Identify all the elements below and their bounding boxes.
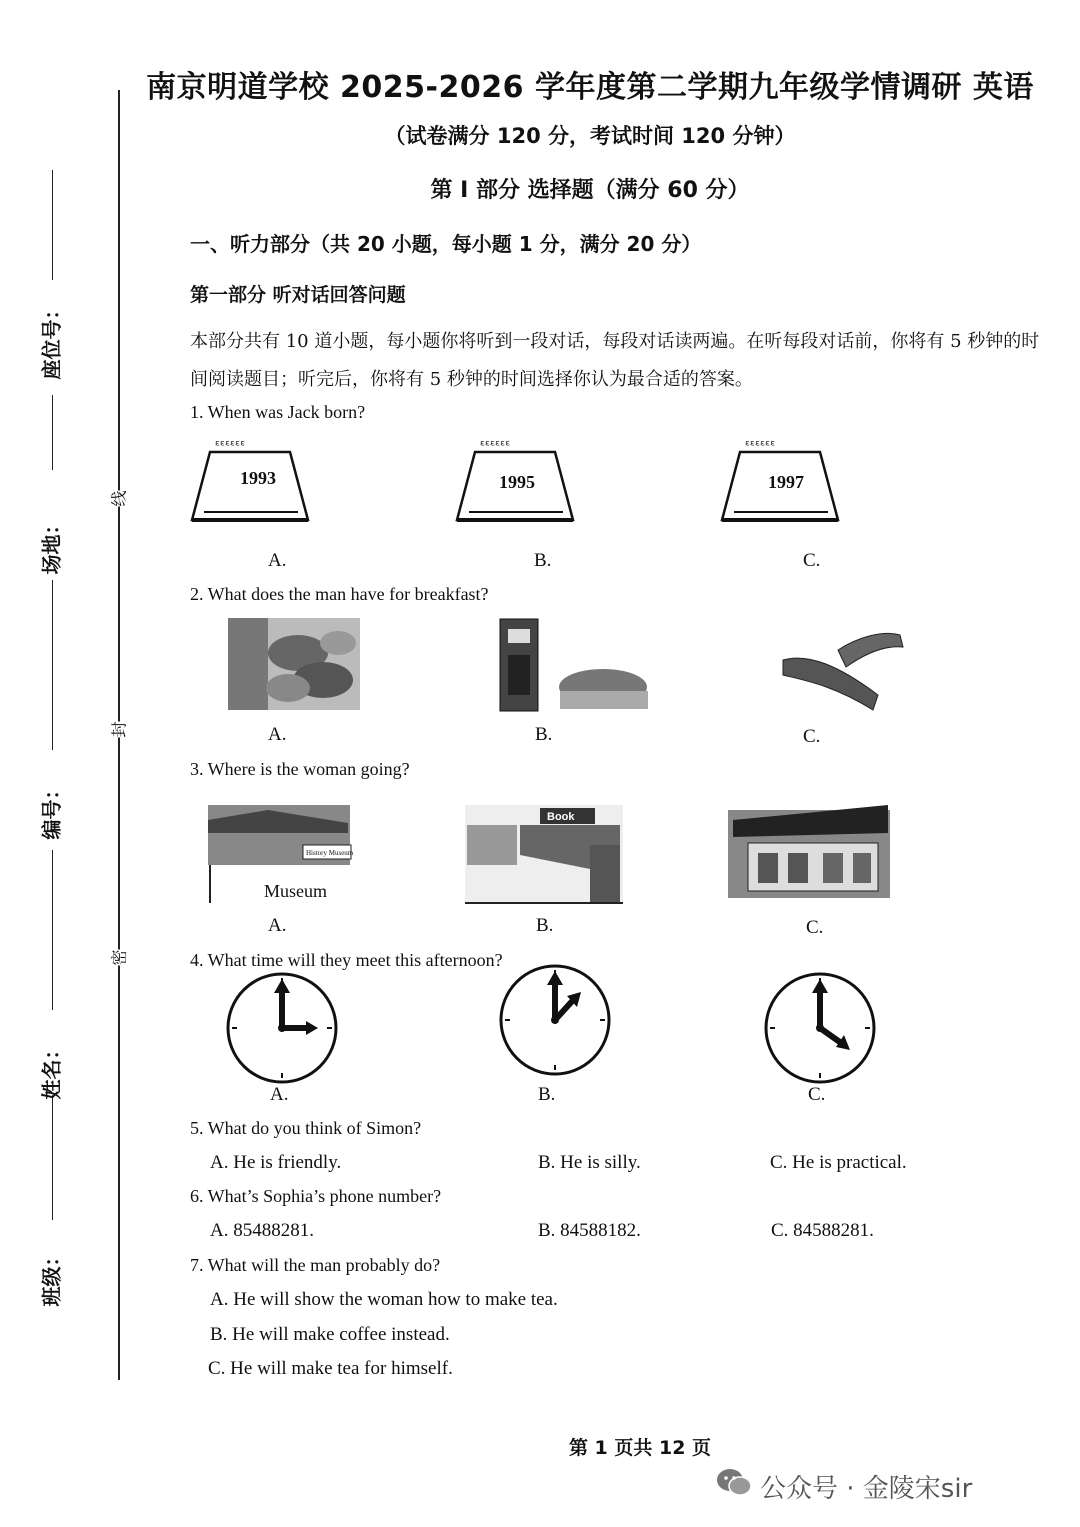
restaurant-image — [728, 795, 893, 900]
q4-option-b[interactable]: B. — [538, 1084, 556, 1105]
svg-text:ᵋᵋᵋᵋᵋᵋ: ᵋᵋᵋᵋᵋᵋ — [215, 438, 246, 454]
calendar-a-image — [190, 440, 315, 530]
q7-option-c[interactable]: C. He will make tea for himself. — [208, 1358, 453, 1379]
q4-option-a[interactable]: A. — [270, 1084, 289, 1105]
page-number: 第 1 页共 12 页 — [568, 1437, 712, 1459]
name-label: 姓名： — [39, 1039, 64, 1100]
clock-a-image — [220, 973, 344, 1083]
museum-sign-text: History Museum — [306, 849, 354, 857]
section-title: 一、听力部分（共 20 小题，每小题 1 分，满分 20 分） — [190, 232, 702, 256]
watermark-text: 公众号 · 金陵宋sir — [760, 1474, 973, 1504]
subsection-title: 第一部分 听对话回答问题 — [190, 284, 406, 306]
bookstore-image — [465, 805, 625, 905]
question-3: 3. Where is the woman going? — [190, 759, 410, 779]
sidebar-field-line — [52, 580, 53, 750]
svg-text:ᵋᵋᵋᵋᵋᵋ: ᵋᵋᵋᵋᵋᵋ — [745, 438, 776, 454]
clock-c-image — [758, 973, 882, 1083]
sidebar-field-line — [52, 850, 53, 1010]
q7-option-b[interactable]: B. He will make coffee instead. — [210, 1324, 450, 1345]
q7-option-a[interactable]: A. He will show the woman how to make tea. — [210, 1289, 558, 1310]
milk-bread-image — [498, 615, 658, 715]
q4-option-c[interactable]: C. — [808, 1084, 826, 1105]
q1-option-a[interactable]: A. — [268, 550, 287, 571]
seal-char-line: 线 — [107, 490, 130, 506]
q1-option-b[interactable]: B. — [534, 550, 552, 571]
class-label: 班级： — [39, 1246, 64, 1307]
q6-option-a[interactable]: A. 85488281. — [210, 1220, 314, 1241]
seal-char-seal: 封 — [107, 721, 130, 737]
sidebar-field-line — [52, 1095, 53, 1220]
year-b-text: 1995 — [499, 472, 535, 492]
question-2: 2. What does the man have for breakfast? — [190, 584, 489, 604]
museum-image — [208, 805, 353, 905]
q2-option-b[interactable]: B. — [535, 724, 553, 745]
wechat-icon — [716, 1466, 752, 1498]
question-6: 6. What’s Sophia’s phone number? — [190, 1186, 442, 1206]
question-1: 1. When was Jack born? — [190, 402, 366, 422]
year-a-text: 1993 — [240, 468, 276, 488]
venue-label: 场地： — [39, 514, 64, 575]
q3-option-a[interactable]: A. — [268, 915, 287, 936]
number-label: 编号： — [39, 779, 64, 840]
q5-option-c[interactable]: C. He is practical. — [770, 1152, 907, 1173]
q6-option-c[interactable]: C. 84588281. — [771, 1220, 874, 1241]
exam-title: 南京明道学校 2025-2026 学年度第二学期九年级学情调研 英语 — [146, 70, 1034, 105]
part-title: 第 I 部分 选择题（满分 60 分） — [430, 178, 750, 203]
instruction-text: 本部分共有 10 道小题，每小题你将听到一段对话，每段对话读两遍。在听每段对话前，你将有 5 秒钟的时间阅读题目；听完后，你将有 5 秒钟的时间选择你认为最合适的答案。 — [190, 331, 1040, 390]
question-7: 7. What will the man probably do? — [190, 1255, 441, 1275]
fried-dough-sticks-image — [778, 625, 908, 715]
exam-subtitle: （试卷满分 120 分，考试时间 120 分钟） — [384, 124, 796, 148]
q5-option-a[interactable]: A. He is friendly. — [210, 1152, 342, 1173]
q3-option-c[interactable]: C. — [806, 917, 824, 938]
q6-option-b[interactable]: B. 84588182. — [538, 1220, 641, 1241]
q2-option-a[interactable]: A. — [268, 724, 287, 745]
sidebar-field-line — [52, 395, 53, 470]
calendar-c-image — [720, 440, 845, 530]
bookstore-sign-text: Book — [547, 811, 575, 823]
seal-char-secret: 密 — [107, 949, 130, 965]
seat-number-label: 座位号： — [39, 299, 64, 380]
question-4: 4. What time will they meet this afternoon? — [190, 950, 503, 970]
question-5: 5. What do you think of Simon? — [190, 1118, 422, 1138]
calendar-b-image — [455, 440, 580, 530]
q2-option-c[interactable]: C. — [803, 726, 821, 747]
clock-b-image — [493, 965, 617, 1075]
svg-text:ᵋᵋᵋᵋᵋᵋ: ᵋᵋᵋᵋᵋᵋ — [480, 438, 511, 454]
cookies-image — [228, 618, 363, 713]
year-c-text: 1997 — [768, 472, 804, 492]
q5-option-b[interactable]: B. He is silly. — [538, 1152, 641, 1173]
q3-option-b[interactable]: B. — [536, 915, 554, 936]
museum-label: Museum — [264, 881, 327, 901]
q1-option-c[interactable]: C. — [803, 550, 821, 571]
